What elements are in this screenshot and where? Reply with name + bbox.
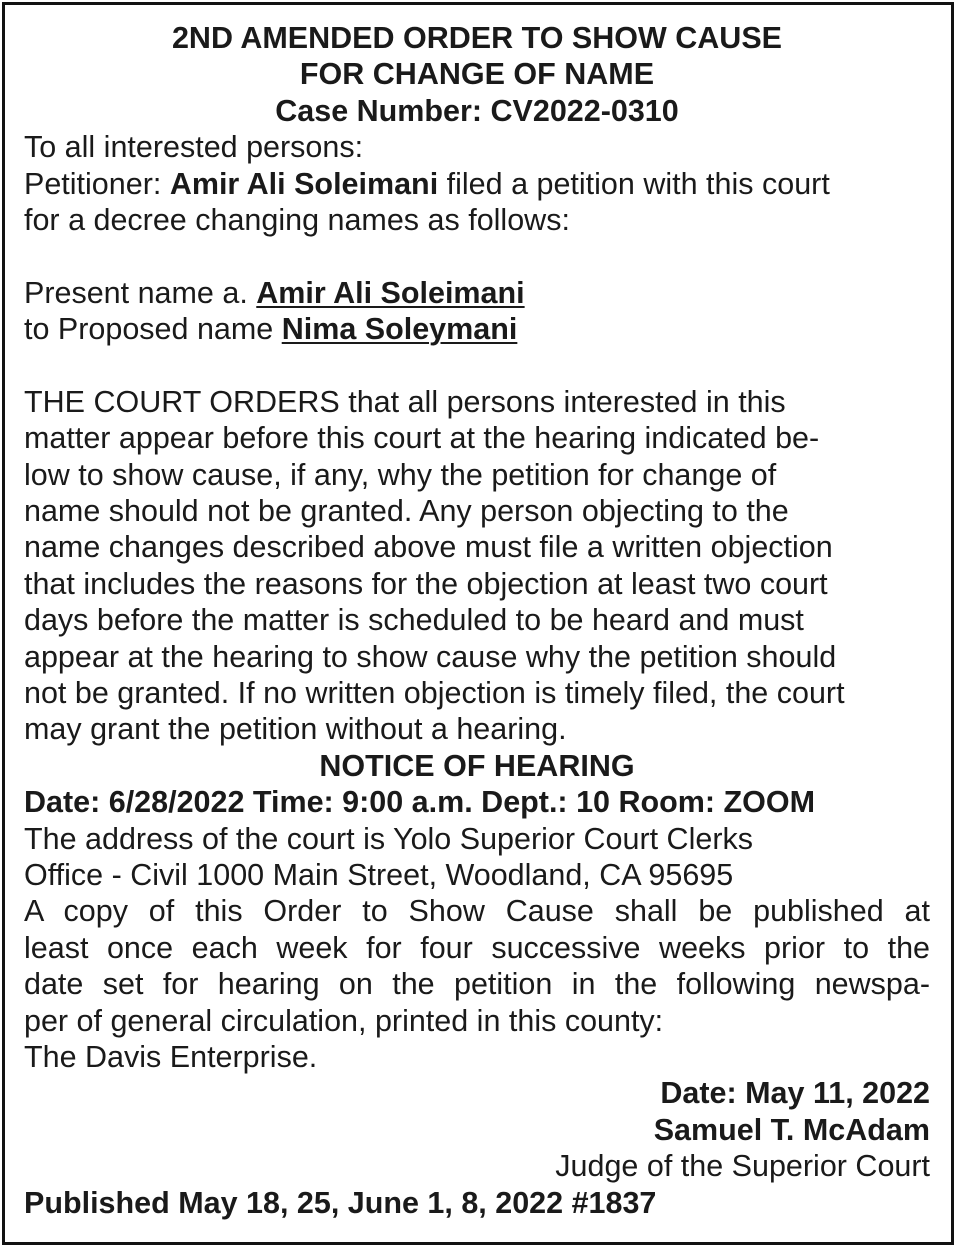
legal-notice: [24, 20, 930, 1221]
proposed-name-line: [24, 311, 930, 347]
petitioner-rest: filed a petition with this court: [438, 166, 830, 201]
signed-date: Date: May 11, 2022: [660, 1076, 930, 1111]
address-line: Office - Civil 1000 Main Street, Woodland, CA 95695: [24, 857, 734, 892]
publication-line: A copy of this Order to Show Cause shall be published at: [24, 894, 930, 929]
present-name-label: Present name a.: [24, 275, 257, 310]
notice-title-line2: FOR CHANGE OF NAME: [299, 57, 655, 92]
petitioner-line: [24, 166, 930, 202]
orders-line: THE COURT ORDERS that all persons interested in this: [24, 384, 786, 419]
hearing-details: Date: 6/28/2022 Time: 9:00 a.m. Dept.: 10 Room: ZOOM: [24, 785, 815, 820]
petitioner-name: Amir Ali Soleimani: [169, 166, 439, 201]
hearing-heading: NOTICE OF HEARING: [319, 748, 635, 783]
case-number: Case Number: CV2022-0310: [275, 93, 679, 128]
orders-line: name should not be granted. Any person objecting to the: [24, 494, 789, 529]
petitioner-label: Petitioner:: [24, 166, 170, 201]
publication-line: per of general circulation, printed in this county:: [24, 1003, 664, 1038]
publication-dates: Published May 18, 25, June 1, 8, 2022 #1837: [24, 1185, 657, 1220]
orders-line: not be granted. If no written objection is timely filed, the court: [24, 676, 845, 711]
present-name: Amir Ali Soleimani: [256, 275, 525, 310]
spacer: [24, 348, 930, 384]
orders-line: low to show cause, if any, why the petition for change of: [24, 457, 777, 492]
address-line: The address of the court is Yolo Superior Court Clerks: [24, 821, 753, 856]
judge-title: Judge of the Superior Court: [555, 1149, 930, 1184]
proposed-name: Nima Soleymani: [281, 312, 518, 347]
present-name-line: [24, 275, 930, 311]
newspaper-name: The Davis Enterprise.: [24, 1039, 318, 1074]
orders-line: may grant the petition without a hearing.: [24, 712, 567, 747]
notice-title-line1: 2ND AMENDED ORDER TO SHOW CAUSE: [171, 21, 783, 55]
proposed-name-label: to Proposed name: [24, 312, 282, 347]
publication-line: least once each week for four successive weeks prior to the: [24, 930, 930, 965]
salutation: To all interested persons:: [24, 130, 364, 165]
spacer: [24, 238, 930, 274]
publication-line: date set for hearing on the petition in the following newspa-: [24, 967, 930, 1002]
orders-line: name changes described above must file a written objection: [24, 530, 833, 565]
orders-line: matter appear before this court at the hearing indicated be-: [24, 421, 820, 456]
petition-line2: for a decree changing names as follows:: [24, 202, 570, 237]
orders-line: days before the matter is scheduled to be heard and must: [24, 603, 804, 638]
orders-line: appear at the hearing to show cause why the petition should: [24, 639, 837, 674]
orders-line: that includes the reasons for the objection at least two court: [24, 566, 828, 601]
judge-name: Samuel T. McAdam: [653, 1112, 930, 1147]
